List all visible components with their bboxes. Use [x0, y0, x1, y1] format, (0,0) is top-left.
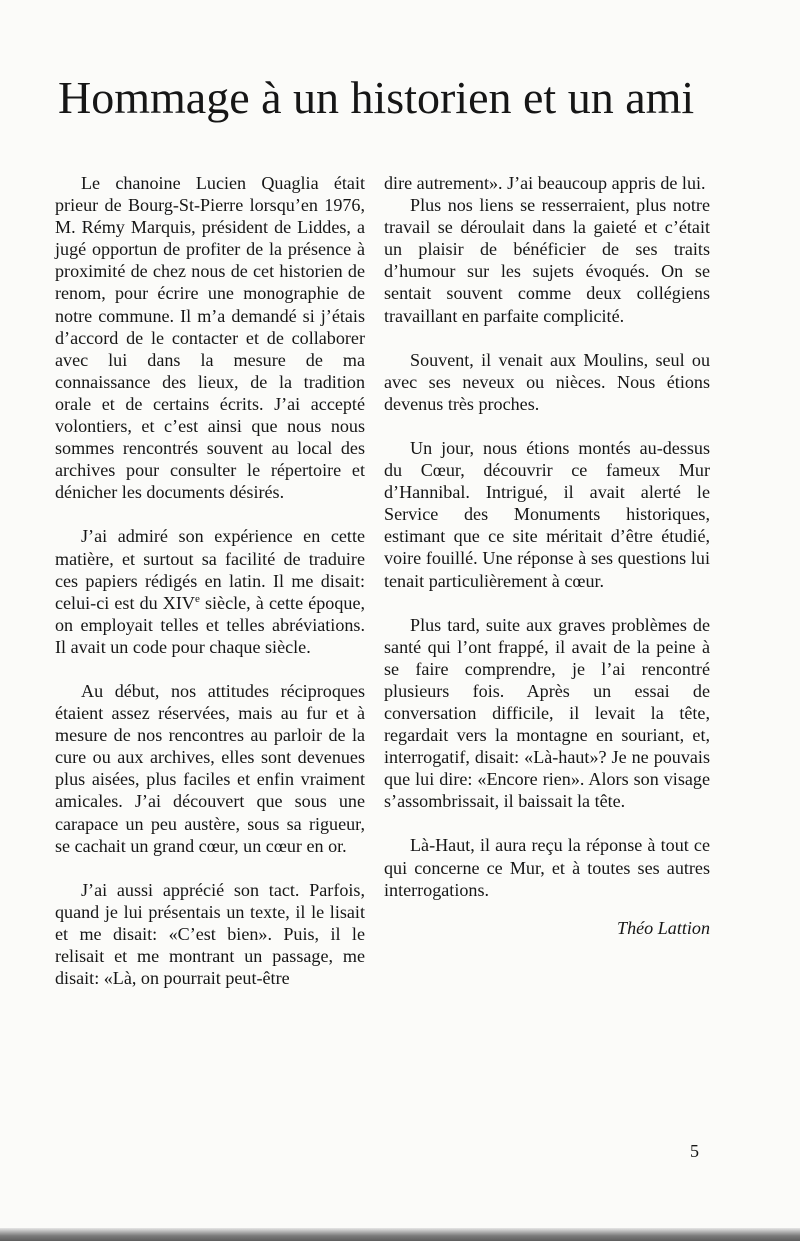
- paragraph-7: Un jour, nous étions montés au-dessus du Cœur, découvrir ce fameux Mur d’Hannibal. Intrigué, il avait alerté le Service des Monuments historiques, estimant que ce site méritait d’être étudié, voire fouillé. Une réponse à ses questions lui tenait particulièrement à cœur.: [384, 437, 710, 591]
- paragraph-2-text-after: siècle, à cette époque, on employait telles et telles abréviations. Il avait un code pour chaque siècle.: [55, 592, 365, 657]
- paragraph-9: Là-Haut, il aura reçu la réponse à tout ce qui concerne ce Mur, et à toutes ses autres interrogations.: [384, 835, 710, 900]
- page-number: 5: [690, 1141, 699, 1161]
- paragraph-4: J’ai aussi apprécié son tact. Parfois, quand je lui présentais un texte, il le lisait et me disait: «C’est bien». Puis, il le relisait et me montrant un passage, me disait: «Là, on pourrait peut-être: [55, 879, 365, 989]
- right-column: [384, 172, 710, 939]
- century-superscript: e: [194, 592, 200, 605]
- paragraph-1: Le chanoine Lucien Quaglia était prieur de Bourg-St-Pierre lorsqu’en 1976, M. Rémy Marquis, président de Liddes, a jugé opportun de profiter de la présence à proximité de chez nous de cet historien de renom, pour écrire une monographie de notre commune. Il m’a demandé si j’étais d’accord de le contacter et de collaborer avec lui dans la mesure de ma connaissance des lieux, de la tradition orale et de certains écrits. J’ai accepté volontiers, et c’est ainsi que nous nous sommes rencontrés souvent au local des archives pour consulter le répertoire et dénicher les documents désirés.: [55, 173, 365, 503]
- author-signature: Théo Lattion: [617, 917, 710, 938]
- page-title: Hommage à un historien et un ami: [58, 72, 695, 123]
- paragraph-8: Plus tard, suite aux graves problèmes de santé qui l’ont frappé, il avait de la peine à se faire comprendre, je l’ai rencontré plusieurs fois. Après un essai de conversation difficile, il levait la tête, regardait vers la montagne en souriant, et, interrogatif, disait: «Là-haut»? Je ne pouvais que lui dire: «Encore rien». Alors son visage s’assombrissait, il baissait la tête.: [384, 614, 710, 812]
- paragraph-3: Au début, nos attitudes réciproques étaient assez réservées, mais au fur et à mesure de nos rencontres au parloir de la cure ou aux archives, elles sont devenues plus aisées, plus faciles et enfin vraiment amicales. J’ai découvert que sous une carapace un peu austère, sous sa rigueur, se cachait un grand cœur, un cœur en or.: [55, 680, 365, 856]
- paragraph-2-text-before: J’ai admiré son expérience en cette matière, et surtout sa facilité de traduire ces papiers rédigés en latin. Il me disait: celui-ci est du XIV: [55, 526, 365, 613]
- paragraph-4-continued: dire autrement». J’ai beaucoup appris de lui.: [384, 173, 706, 193]
- paragraph-2: [55, 525, 365, 658]
- paragraph-6: Souvent, il venait aux Moulins, seul ou avec ses neveux ou nièces. Nous étions devenus très proches.: [384, 349, 710, 414]
- scan-edge-shadow: [0, 1228, 800, 1241]
- paragraph-5: Plus nos liens se resserraient, plus notre travail se déroulait dans la gaieté et c’était un plaisir de bénéficier de ses traits d’humour sur les sujets évoqués. On se sentait souvent comme deux collégiens travaillant en parfaite complicité.: [384, 195, 710, 326]
- left-column: [55, 172, 365, 989]
